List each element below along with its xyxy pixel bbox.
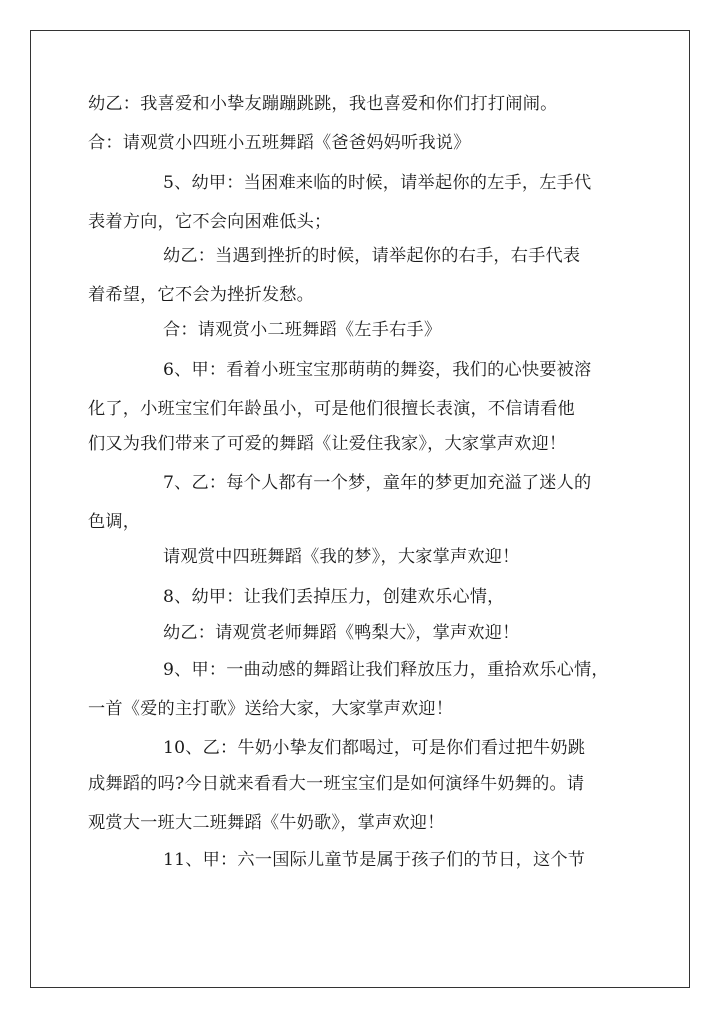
text-line-4: 表着方向，它不会向困难低头； xyxy=(88,212,332,232)
text-line-13: 请观赏中四班舞蹈《我的梦》，大家掌声欢迎！ xyxy=(163,547,520,567)
text-line-1: 幼乙：我喜爱和小挚友蹦蹦跳跳，我也喜爱和你们打打闹闹。 xyxy=(88,94,558,114)
text-line-5: 幼乙：当遇到挫折的时候，请举起你的右手，右手代表 xyxy=(163,246,581,266)
text-line-14: 8、幼甲：让我们丢掉压力，创建欢乐心情， xyxy=(163,587,505,607)
text-line-8: 6、甲：看着小班宝宝那萌萌的舞姿，我们的心快要被溶 xyxy=(163,360,592,380)
text-line-3: 5、幼甲：当困难来临的时候，请举起你的左手，左手代 xyxy=(163,173,592,193)
text-line-6: 着希望，它不会为挫折发愁。 xyxy=(88,285,315,305)
text-line-7: 合：请观赏小二班舞蹈《左手右手》 xyxy=(163,320,442,340)
text-line-15: 幼乙：请观赏老师舞蹈《鸭梨大》，掌声欢迎！ xyxy=(163,623,520,643)
text-line-18: 10、乙：牛奶小挚友们都喝过，可是你们看过把牛奶跳 xyxy=(163,738,586,758)
text-line-2: 合：请观赏小四班小五班舞蹈《爸爸妈妈听我说》 xyxy=(88,133,471,153)
text-line-9: 化了，小班宝宝们年龄虽小，可是他们很擅长表演，不信请看他 xyxy=(88,399,575,419)
text-line-10: 们又为我们带来了可爱的舞蹈《让爱住我家》，大家掌声欢迎！ xyxy=(88,434,567,454)
text-line-11: 7、乙：每个人都有一个梦，童年的梦更加充溢了迷人的 xyxy=(163,473,592,493)
text-line-17: 一首《爱的主打歌》送给大家，大家掌声欢迎！ xyxy=(88,699,454,719)
text-line-12: 色调， xyxy=(88,512,141,532)
text-line-19: 成舞蹈的吗?今日就来看看大一班宝宝们是如何演绎牛奶舞的。请 xyxy=(88,774,585,794)
text-line-21: 11、甲：六一国际儿童节是属于孩子们的节日，这个节 xyxy=(163,850,586,870)
text-line-20: 观赏大一班大二班舞蹈《牛奶歌》，掌声欢迎！ xyxy=(88,813,445,833)
text-line-16: 9、甲：一曲动感的舞蹈让我们释放压力，重拾欢乐心情， xyxy=(163,660,609,680)
